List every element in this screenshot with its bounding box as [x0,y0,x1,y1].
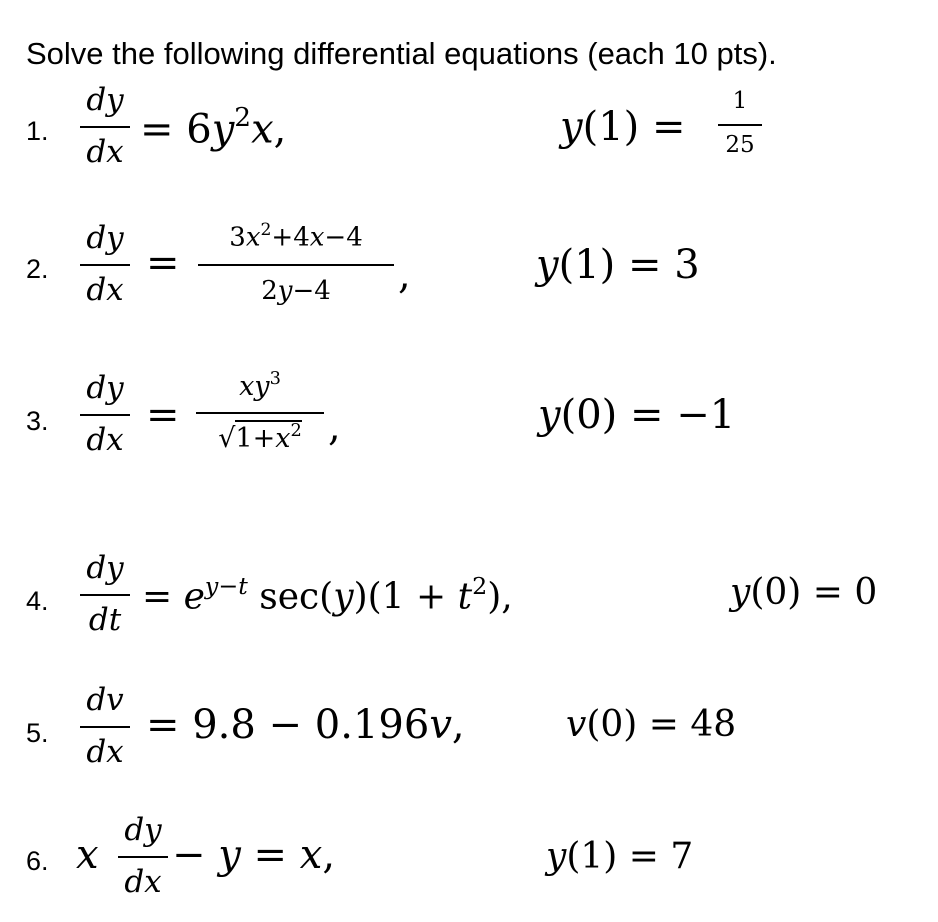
sqrt-symbol: √ [218,423,236,455]
equation-rhs: − y = x, [172,832,336,878]
derivative-denominator: dx [86,134,124,170]
comma: , [398,252,411,298]
derivative-fraction [80,82,130,174]
problem-number: 2. [26,254,49,284]
comma: , [328,404,341,450]
initial-condition: y(1) = 7 [546,836,694,877]
initial-condition: v(0) = 48 [566,704,737,745]
problem-number: 6. [26,846,49,876]
equation-rhs: = 9.8 − 0.196v, [146,702,465,748]
problem-number: 1. [26,116,49,146]
rhs-fraction: $3x^2+4x-4$ 2y−4 [198,218,394,318]
problem-number: 5. [26,718,49,748]
equation-rhs: = $e^{y-t}$ $\sec(y)(1 + t^2)$, [142,572,513,618]
derivative-fraction: dy dx [80,370,130,462]
initial-condition: y(1) = 3 [536,242,700,288]
problem-number: 3. [26,406,49,436]
derivative-fraction: dy dx [118,812,168,904]
equation-rhs: = $6y^2x$, [140,102,287,153]
initial-condition-fraction: 1 25 [718,88,762,168]
problem-number: 4. [26,586,49,616]
derivative-fraction: dy dx [80,220,130,312]
initial-condition: y(0) = 0 [730,572,878,613]
initial-condition: y(0) = −1 [538,392,736,438]
rhs-fraction: $xy^3$ $√1+x^2$ [196,364,324,468]
equals-sign: = [146,392,180,438]
derivative-fraction: dv dx [80,682,130,774]
equals-sign: = [146,240,180,286]
derivative-numerator: dy [86,82,124,118]
initial-condition: y(1) = [560,104,686,150]
page-title: Solve the following differential equations (each 10 pts). [26,36,777,71]
derivative-fraction: dy dt [80,550,130,642]
prefactor: x [76,832,99,878]
